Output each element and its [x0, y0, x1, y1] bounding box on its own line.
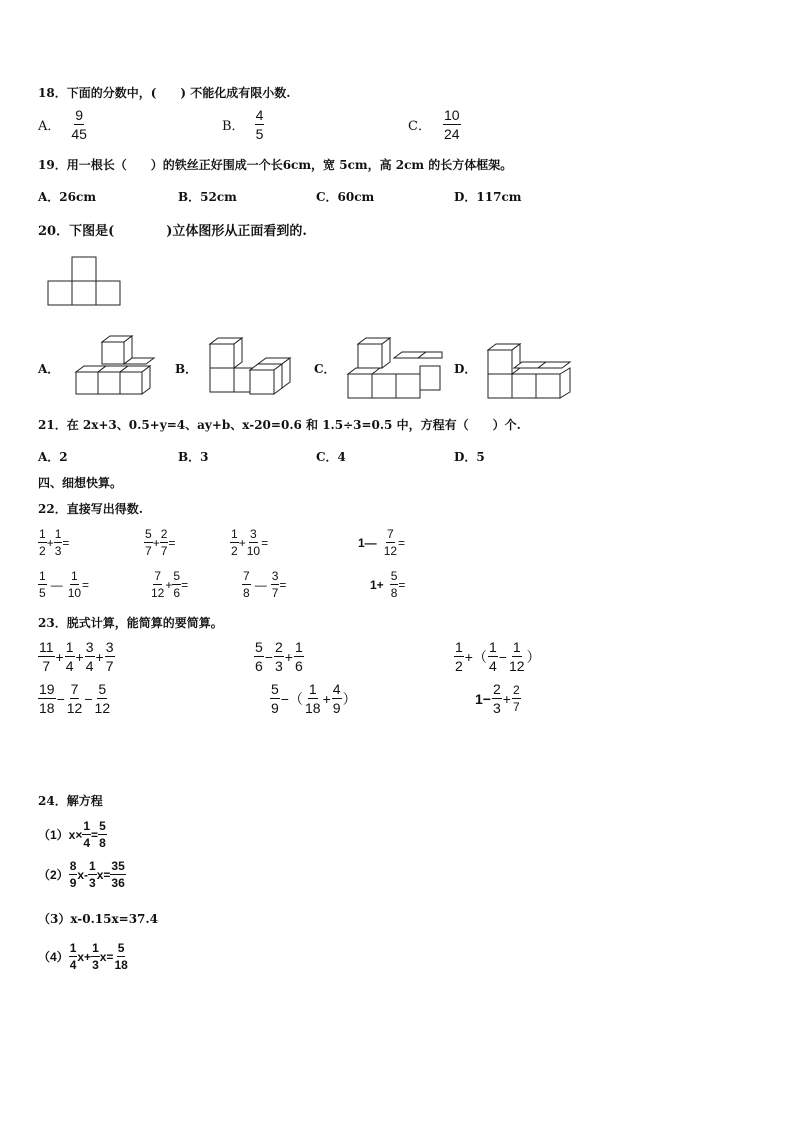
q23-expression: $\frac{5}{9}$ −（ $\frac{1}{18}$ + $\frac{4}{9}$ ） [271, 681, 357, 716]
q20-stem: 20．下图是( )立体图形从正面看到的. [38, 224, 307, 239]
q23-expression: 1− $\frac{2}{3}$ + $\frac{2}{7}$ [475, 681, 520, 716]
q23-expression: $\frac{19}{18}$ − $\frac{7}{12}$ − $\frac{5}{12}$ [39, 681, 111, 716]
q21-option-b[interactable]: B．3 [178, 450, 209, 464]
q23-expression: $\frac{1}{2}$ +（ $\frac{1}{4}$ − $\frac{1}{12}$ ） [455, 639, 541, 674]
q22-item: $\frac{1}{5}$ — $\frac{1}{10}$ = [39, 569, 90, 600]
option-label: C． [408, 119, 431, 134]
q21-stem: 21．在 2x+3、0.5+y=4、ay+b、x-20=0.6 和 1.5÷3=0.5 中，方程有（ ）个. [38, 418, 521, 432]
q22-item: 1— $\frac{7}{12}$ = [358, 527, 406, 558]
q19-option-c[interactable]: C．60cm [316, 190, 375, 204]
cubes-figure-b[interactable] [206, 336, 298, 398]
q24-equation-3: （3）x-0.15x=37.4 [38, 912, 158, 926]
fraction: $\frac{10}{24}$ [443, 107, 460, 142]
q22-item: $\frac{5}{7}$ + $\frac{2}{7}$ = [145, 527, 176, 558]
q20-option-d[interactable]: D． [454, 362, 477, 376]
cubes-figure-a[interactable] [72, 334, 162, 398]
q22-item: 1+ $\frac{5}{8}$ = [370, 569, 406, 600]
q20-option-a[interactable]: A． [38, 362, 60, 376]
q21-option-c[interactable]: C．4 [316, 450, 346, 464]
q18-option-a[interactable] [38, 108, 88, 141]
q22-item: $\frac{7}{12}$ + $\frac{5}{6}$ = [151, 569, 189, 600]
q18-option-b[interactable] [222, 108, 264, 141]
q24-equation-4: （4） $\frac{1}{4}$ x+ $\frac{1}{3}$ x= $\frac{5}{18}$ [38, 941, 128, 972]
q20-option-c[interactable]: C． [314, 362, 336, 376]
q18-stem: 18．下面的分数中，( ) 不能化成有限小数. [38, 86, 291, 100]
q19-option-a[interactable]: A．26cm [38, 190, 97, 204]
option-label: A． [38, 119, 61, 134]
q22-item: $\frac{1}{2}$ + $\frac{3}{10}$ = [231, 527, 269, 558]
front-view-figure [46, 256, 122, 308]
cubes-figure-d[interactable] [484, 340, 576, 400]
option-label: B． [222, 119, 245, 134]
section-heading: 四、细想快算。 [38, 476, 123, 490]
q22-item: $\frac{7}{8}$ — $\frac{3}{7}$ = [243, 569, 287, 600]
q23-expression: $\frac{11}{7}$ + $\frac{1}{4}$ + $\frac{3}{4}$ + $\frac{3}{7}$ [39, 639, 114, 674]
fraction: $\frac{9}{45}$ [71, 107, 87, 142]
q24-stem: 24．解方程 [38, 794, 103, 808]
q19-option-b[interactable]: B．52cm [178, 190, 237, 204]
fraction: $\frac{4}{5}$ [255, 107, 264, 142]
q22-stem: 22．直接写出得数. [38, 502, 143, 516]
q19-stem: 19．用一根长（ ）的铁丝正好围成一个长6cm，宽 5cm，高 2cm 的长方体框架。 [38, 158, 513, 172]
cubes-figure-c[interactable] [344, 336, 444, 400]
q21-option-d[interactable]: D．5 [454, 450, 485, 464]
q18-option-c[interactable] [408, 108, 461, 141]
q23-expression: $\frac{5}{6}$ − $\frac{2}{3}$ + $\frac{1}{6}$ [255, 639, 303, 674]
q19-option-d[interactable]: D．117cm [454, 190, 522, 204]
q24-equation-2: （2） $\frac{8}{9}$ x- $\frac{1}{3}$ x= $\frac{35}{36}$ [38, 859, 125, 890]
q21-option-a[interactable]: A．2 [38, 450, 68, 464]
q22-item: $\frac{1}{2}$ + $\frac{1}{3}$ = [39, 527, 70, 558]
q20-option-b[interactable]: B． [175, 362, 198, 376]
q23-stem: 23．脱式计算，能简算的要简算。 [38, 616, 223, 630]
q24-equation-1: （1）x× $\frac{1}{4}$ = $\frac{5}{8}$ [38, 819, 106, 850]
